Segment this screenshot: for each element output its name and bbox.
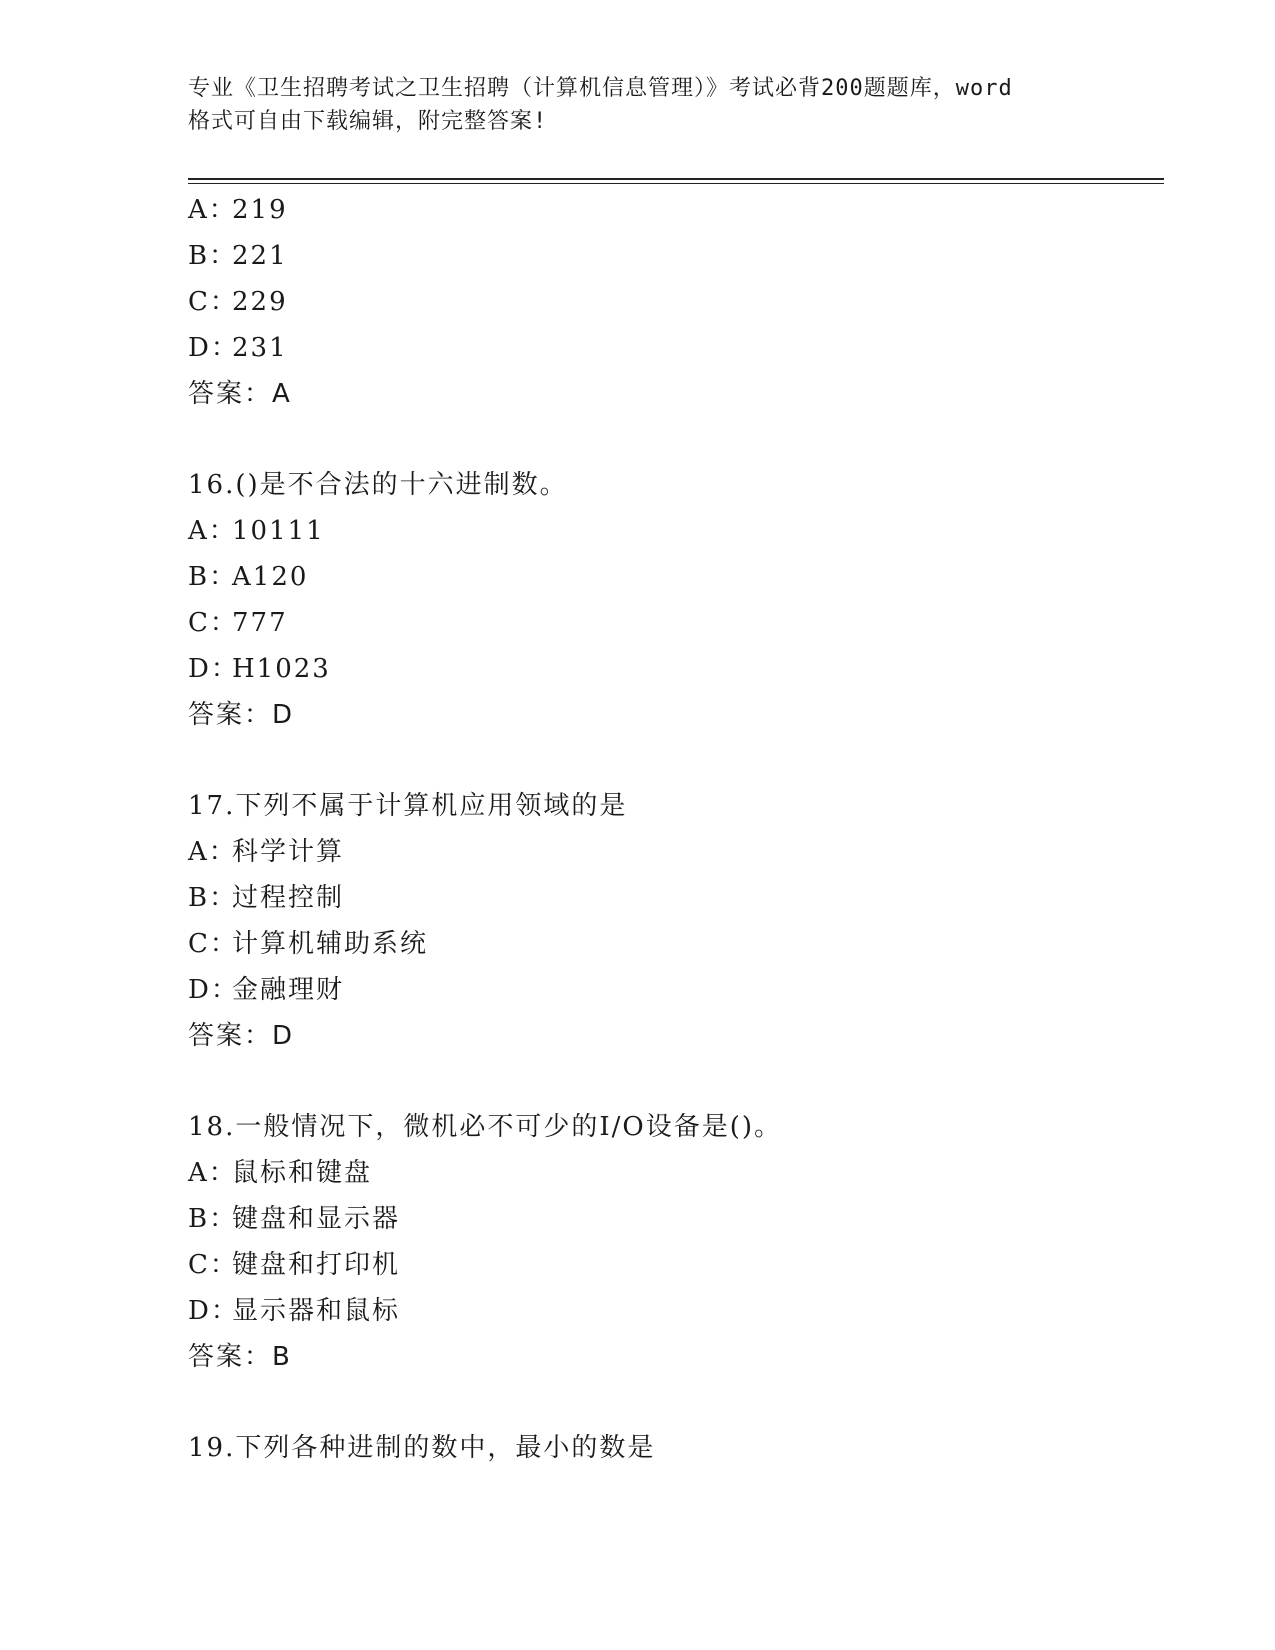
option-b: B：A120 bbox=[188, 562, 309, 592]
document-header bbox=[188, 72, 1098, 138]
option-d: D：金融理财 bbox=[188, 975, 345, 1005]
option-a: A：鼠标和键盘 bbox=[188, 1158, 373, 1188]
answer: 答案：A bbox=[188, 379, 292, 409]
answer: 答案：D bbox=[188, 700, 295, 730]
answer: 答案：D bbox=[188, 1021, 295, 1051]
header-line-1: 专业《卫生招聘考试之卫生招聘（计算机信息管理）》考试必背200题题库，word bbox=[188, 76, 1013, 101]
question-stem: 16.()是不合法的十六进制数。 bbox=[188, 470, 568, 500]
header-line-2: 格式可自由下载编辑，附完整答案! bbox=[188, 109, 548, 134]
option-a: A：219 bbox=[188, 195, 288, 225]
option-c: C：键盘和打印机 bbox=[188, 1250, 401, 1280]
question-stem: 17.下列不属于计算机应用领域的是 bbox=[188, 791, 628, 821]
option-c: C：777 bbox=[188, 608, 288, 638]
option-b: B：过程控制 bbox=[188, 883, 345, 913]
header-divider-thin bbox=[188, 183, 1164, 184]
option-c: C：计算机辅助系统 bbox=[188, 929, 429, 959]
option-a: A：科学计算 bbox=[188, 837, 345, 867]
option-b: B：键盘和显示器 bbox=[188, 1204, 401, 1234]
option-d: D：H1023 bbox=[188, 654, 331, 684]
header-divider-thick bbox=[188, 178, 1164, 180]
option-c: C：229 bbox=[188, 287, 288, 317]
answer: 答案：B bbox=[188, 1342, 292, 1372]
option-d: D：231 bbox=[188, 333, 288, 363]
question-stem: 19.下列各种进制的数中，最小的数是 bbox=[188, 1433, 656, 1463]
option-d: D：显示器和鼠标 bbox=[188, 1296, 401, 1326]
question-list bbox=[188, 187, 1164, 1471]
option-b: B：221 bbox=[188, 241, 288, 271]
question-stem: 18.一般情况下，微机必不可少的I/O设备是()。 bbox=[188, 1112, 782, 1142]
option-a: A：10111 bbox=[188, 516, 325, 546]
